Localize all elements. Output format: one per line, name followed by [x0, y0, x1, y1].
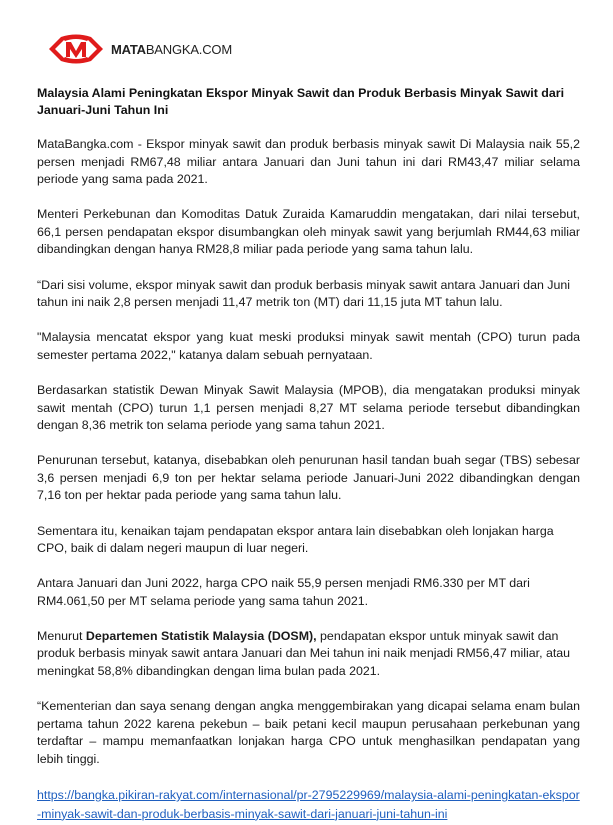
site-logo[interactable] — [47, 34, 232, 64]
paragraph: "Malaysia mencatat ekspor yang kuat meski produksi minyak sawit mentah (CPO) turun pada semester pertama 2022," katanya dalam sebuah pernyataan. — [37, 330, 580, 362]
paragraph-dosm — [37, 628, 580, 681]
paragraph: Penurunan tersebut, katanya, disebabkan oleh penurunan hasil tandan buah segar (TBS) sebesar 3,6 persen menjadi 6,9 ton per hektar selama periode Januari-Juni 2022 dibandingkan dengan 7,16 ton per hektar pada periode yang sama tahun lalu. — [37, 453, 580, 503]
dosm-bold: Departemen Statistik Malaysia (DOSM), — [85, 628, 317, 643]
paragraph: Berdasarkan statistik Dewan Minyak Sawit Malaysia (MPOB), dia mengatakan produksi minyak sawit mentah (CPO) turun 1,1 persen menjadi 8,27 MT selama periode tersebut dibandingkan dengan 8,36 metrik ton selama periode yang sama tahun 2021. — [37, 382, 580, 433]
dosm-suffix: pendapatan ekspor untuk minyak sawit dan produk berbasis minyak sawit antara Januari dan Mei tahun ini naik menjadi RM56,47 miliar, atau meningkat 58,8% dibandingkan dengan lima bulan pada 2021. — [37, 628, 571, 679]
article-title: Malaysia Alami Peningkatan Ekspor Minyak Sawit dan Produk Berbasis Minyak Sawit dari Januari-Juni Tahun Ini — [37, 86, 565, 117]
brand-name — [111, 42, 232, 57]
paragraph: MataBangka.com - Ekspor minyak sawit dan produk berbasis minyak sawit Di Malaysia naik 55,2 persen menjadi RM67,48 miliar antara Januari dan Juni tahun ini dari RM43,47 miliar selama periode yang sama pada 2021. — [37, 137, 580, 187]
article — [37, 85, 580, 823]
paragraph-quote: “Kementerian dan saya senang dengan angka menggembirakan yang dicapai selama enam bulan pertama tahun 2022 karena pekebun – baik petani kecil maupun perusahaan perkebunan yang terdaftar – mampu memanfaatkan lonjakan harga CPO untuk menghasilkan pendapatan yang lebih tinggi. — [37, 699, 580, 766]
source-link[interactable]: https://bangka.pikiran-rakyat.com/internasional/pr-2795229969/malaysia-alami-peningkatan-ekspor-minyak-sawit-dan-produk-berbasis-minyak-sawit-dari-januari-juni-tahun-ini — [37, 788, 580, 821]
dosm-prefix: Menurut — [37, 628, 86, 643]
paragraph: Antara Januari dan Juni 2022, harga CPO naik 55,9 persen menjadi RM6.330 per MT dari RM4.061,50 per MT selama periode yang sama tahun 2021. — [37, 576, 530, 608]
brand-name-rest: BANGKA.COM — [145, 41, 232, 57]
paragraph: Menteri Perkebunan dan Komoditas Datuk Zuraida Kamaruddin mengatakan, dari nilai tersebut, 66,1 persen pendapatan ekspor disumbangkan oleh minyak sawit yang berjumlah RM44,63 miliar dibandingkan dengan hanya RM28,8 miliar pada periode yang sama tahun lalu. — [37, 207, 580, 257]
brand-name-bold: MATA — [111, 41, 146, 57]
paragraph: “Dari sisi volume, ekspor minyak sawit dan produk berbasis minyak sawit antara Januari dan Juni tahun ini naik 2,8 persen menjadi 11,47 metrik ton (MT) dari 11,15 juta MT tahun lalu. — [37, 277, 571, 310]
paragraph: Sementara itu, kenaikan tajam pendapatan ekspor antara lain disebabkan oleh lonjakan harga CPO, baik di dalam negeri maupun di luar negeri. — [37, 523, 554, 556]
matabangka-logo-icon — [47, 34, 105, 64]
